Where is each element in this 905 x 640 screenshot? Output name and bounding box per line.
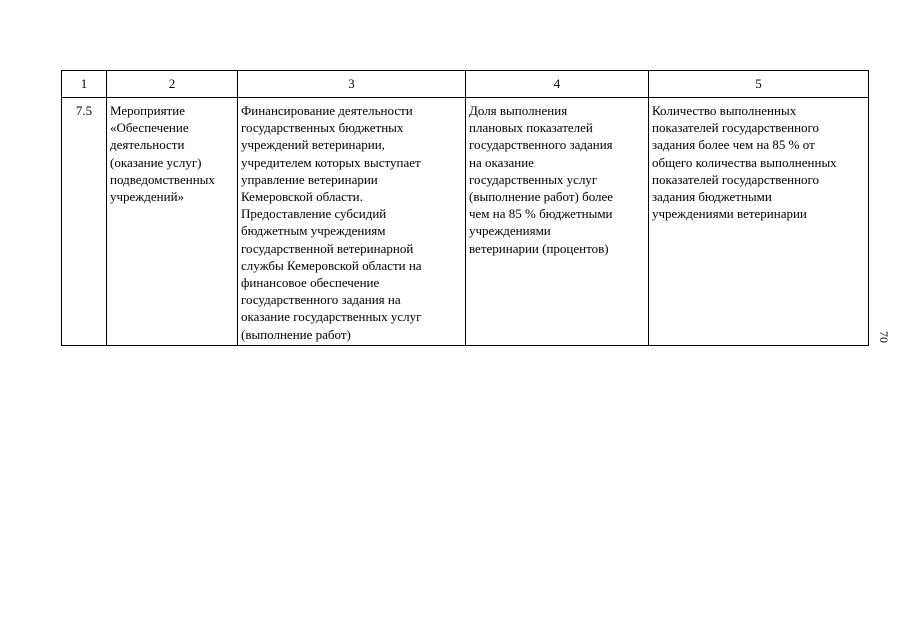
header-col-2: 2 bbox=[107, 71, 238, 98]
header-col-3: 3 bbox=[238, 71, 466, 98]
row-number-cell bbox=[62, 98, 107, 346]
table-header bbox=[62, 71, 869, 98]
indicator-cell bbox=[466, 98, 649, 346]
indicator-name: Доля выполнения плановых показателей государственного задания на оказание государственных услуг (выполнение работ) более чем на 85 % бюджетными учреждениями ветеринарии (процентов) bbox=[469, 103, 614, 256]
header-col-4: 4 bbox=[466, 71, 649, 98]
description-cell bbox=[238, 98, 466, 346]
event-cell bbox=[107, 98, 238, 346]
header-col-5: 5 bbox=[649, 71, 869, 98]
program-table bbox=[61, 70, 869, 346]
event-description: Финансирование деятельности государственных бюджетных учреждений ветеринарии, учредителем которых выступает управление ветеринарии Кемеровской области. Предоставление субсидий бюджетным учреждениям государственной ветеринарной службы Кемеровской области на финансовое обеспечение государственного задания на оказание государственных услуг (выполнение работ) bbox=[241, 103, 422, 342]
method-cell bbox=[649, 98, 869, 346]
header-col-1: 1 bbox=[62, 71, 107, 98]
calculation-method: Количество выполненных показателей государственного задания более чем на 85 % от общего количества выполненных показателей государственного задания бюджетными учреждениями ветеринарии bbox=[652, 103, 837, 222]
event-name: Мероприятие «Обеспечение деятельности (оказание услуг) подведомственных учреждений» bbox=[110, 103, 215, 205]
header-row bbox=[62, 71, 869, 98]
table-row bbox=[62, 98, 869, 346]
row-number: 7.5 bbox=[75, 103, 93, 118]
page-number: 70 bbox=[877, 331, 891, 343]
table-body bbox=[62, 98, 869, 346]
